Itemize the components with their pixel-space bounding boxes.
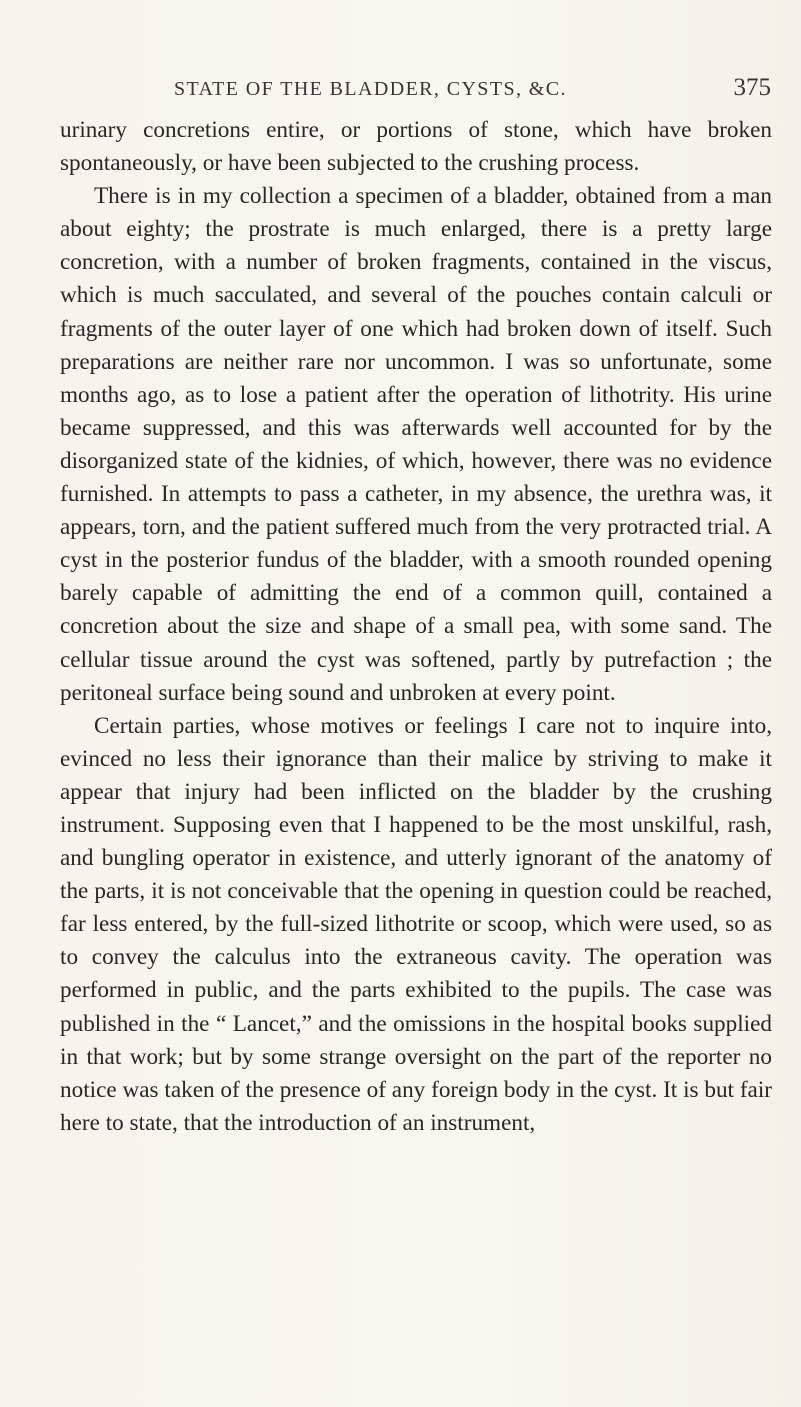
paragraph-continuation: urinary concretions entire, or portions of stone, which have broken spontaneously, or have been subjected to the crushing process. <box>60 117 772 177</box>
running-title: STATE OF THE BLADDER, CYSTS, &C. <box>174 78 567 100</box>
paragraph-specimen: There is in my collection a specimen of a bladder, obtained from a man about eighty; the prostrate is much enlarged, there is a pretty large concretion, with a number of broken fragments, contained in the viscus, which is much sacculated, and several of the pouches contain calculi or fragments of the outer layer of one which had broken down of itself. Such preparations are neither rare nor uncommon. I was so unfortunate, some months ago, as to lose a patient after the operation of lithotrity. His urine became suppressed, and this was afterwards well accounted for by the disorganized state of the kidnies, of which, however, there was no evidence furnished. In attempts to pass a catheter, in my absence, the urethra was, it appears, torn, and the patient suffered much from the very protracted trial. A cyst in the posterior fundus of the bladder, with a smooth rounded opening barely capable of admitting the end of a common quill, contained a concretion about the size and shape of a small pea, with some sand. The cellular tissue around the cyst was softened, partly by putrefaction ; the peritoneal surface being sound and unbroken at every point. <box>60 183 772 706</box>
paragraph-certain-parties: Certain parties, whose motives or feelings I care not to inquire into, evinced no less their ignorance than their malice by striving to make it appear that injury had been inflicted on the bladder by the crushing instrument. Supposing even that I happened to be the most unskilful, rash, and bungling operator in existence, and utterly ignorant of the anatomy of the parts, it is not conceivable that the opening in question could be reached, far less entered, by the full-sized lithotrite or scoop, which were used, so as to convey the calculus into the extraneous cavity. The operation was performed in public, and the parts exhibited to the pupils. The case was published in the “ Lancet,” and the omissions in the hospital books supplied in that work; but by some strange oversight on the part of the reporter no notice was taken of the presence of any foreign body in the cyst. It is but fair here to state, that the introduction of an instrument, <box>60 712 772 1136</box>
running-head <box>60 74 771 104</box>
page-number: 375 <box>733 74 771 101</box>
body-text <box>60 114 772 1140</box>
